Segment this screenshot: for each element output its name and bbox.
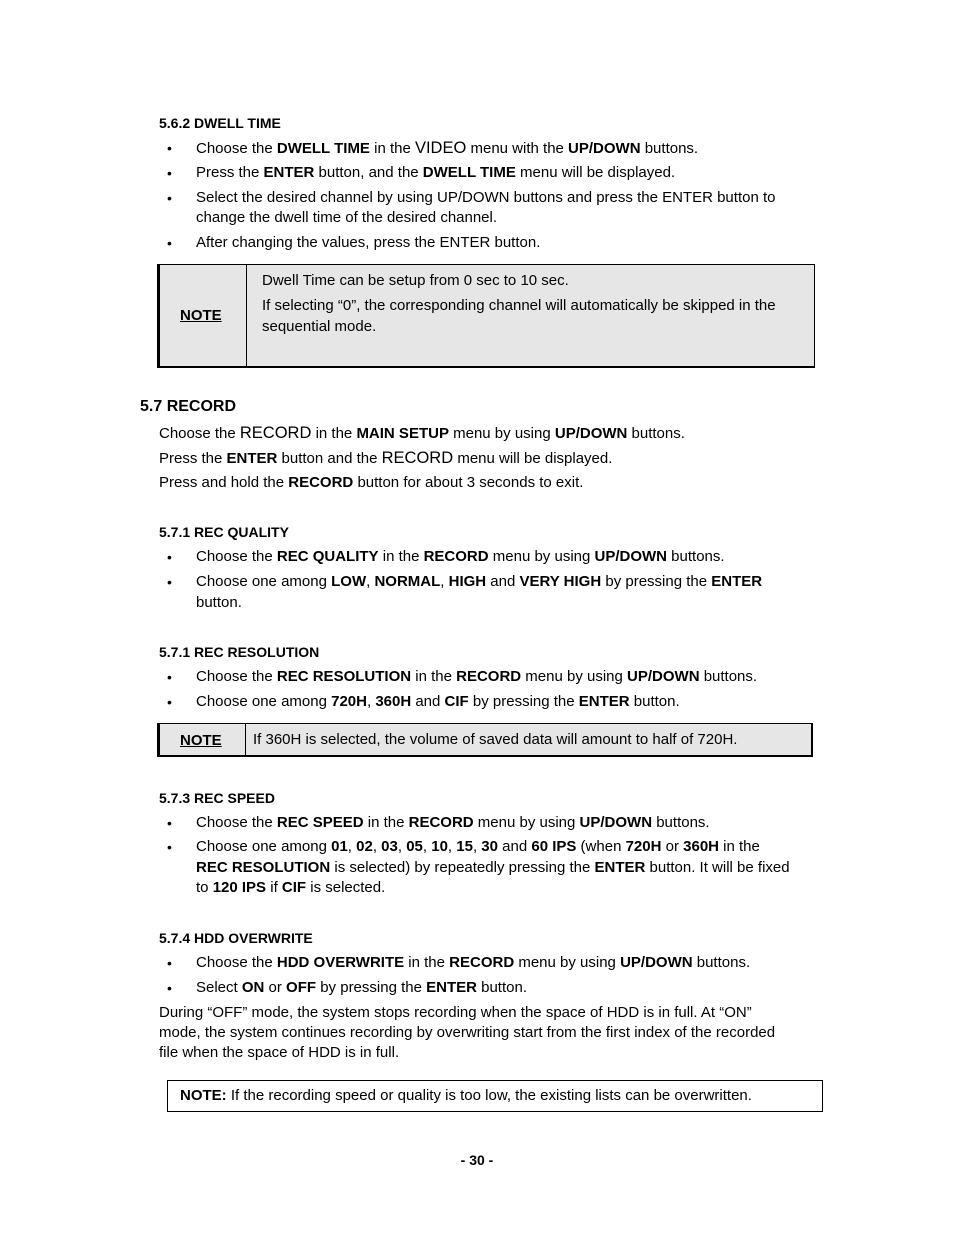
note-divider (245, 724, 246, 755)
bullet-dot: • (167, 574, 172, 590)
speed-bullet-2-line3: to 120 IPS if CIF is selected. (196, 879, 386, 896)
section-heading-rec-quality: 5.7.1 REC QUALITY (159, 524, 289, 540)
hdd-paragraph-line3: file when the space of HDD is in full. (159, 1044, 400, 1061)
hdd-note-box (167, 1080, 823, 1112)
dwell-note-box (157, 264, 815, 368)
section-heading-rec-speed: 5.7.3 REC SPEED (159, 790, 275, 806)
dwell-bullet-3-line1: Select the desired channel by using UP/DOWN buttons and press the ENTER button to (196, 189, 776, 206)
bullet-dot: • (167, 190, 172, 206)
hdd-paragraph-line2: mode, the system continues recording by overwriting start from the first index of the recorded (159, 1024, 776, 1041)
resolution-bullet-2: Choose one among 720H, 360H and CIF by pressing the ENTER button. (196, 693, 680, 710)
section-heading-record: 5.7 RECORD (140, 398, 237, 415)
section-heading-rec-resolution: 5.7.1 REC RESOLUTION (159, 644, 320, 660)
dwell-bullet-1: Choose the DWELL TIME in the VIDEO menu with the UP/DOWN buttons. (196, 139, 699, 157)
note-line-1: Dwell Time can be setup from 0 sec to 10 sec. (262, 272, 569, 289)
bullet-dot: • (167, 980, 172, 996)
bullet-dot: • (167, 955, 172, 971)
dwell-bullet-2: Press the ENTER button, and the DWELL TIME menu will be displayed. (196, 164, 676, 181)
hdd-bullet-1: Choose the HDD OVERWRITE in the RECORD menu by using UP/DOWN buttons. (196, 954, 751, 971)
section-heading-hdd-overwrite: 5.7.4 HDD OVERWRITE (159, 930, 313, 946)
bullet-dot: • (167, 235, 172, 251)
resolution-bullet-1: Choose the REC RESOLUTION in the RECORD menu by using UP/DOWN buttons. (196, 668, 758, 685)
dwell-bullet-4: After changing the values, press the ENTER button. (196, 234, 541, 251)
hdd-note-text: NOTE: If the recording speed or quality is too low, the existing lists can be overwritten. (180, 1087, 752, 1104)
note-divider (246, 265, 247, 366)
note-line-3: sequential mode. (262, 318, 377, 335)
speed-bullet-2-line2: REC RESOLUTION is selected) by repeatedly pressing the ENTER button. It will be fixed (196, 859, 790, 876)
resolution-note-box (157, 723, 813, 757)
speed-bullet-2-line1: Choose one among 01, 02, 03, 05, 10, 15, 30 and 60 IPS (when 720H or 360H in the (196, 838, 760, 855)
quality-bullet-1: Choose the REC QUALITY in the RECORD menu by using UP/DOWN buttons. (196, 548, 725, 565)
bullet-dot: • (167, 165, 172, 181)
note-label: NOTE (180, 307, 222, 324)
bullet-dot: • (167, 694, 172, 710)
bullet-dot: • (167, 815, 172, 831)
bullet-dot: • (167, 549, 172, 565)
quality-bullet-2: Choose one among LOW, NORMAL, HIGH and VERY HIGH by pressing the ENTER (196, 573, 763, 590)
record-paragraph-1: Choose the RECORD in the MAIN SETUP menu by using UP/DOWN buttons. (159, 424, 685, 442)
page-number: - 30 - (460, 1152, 494, 1168)
record-paragraph-2: Press the ENTER button and the RECORD menu will be displayed. (159, 449, 613, 467)
record-paragraph-3: Press and hold the RECORD button for about 3 seconds to exit. (159, 474, 584, 491)
hdd-bullet-2: Select ON or OFF by pressing the ENTER button. (196, 979, 527, 996)
section-heading-dwell-time: 5.6.2 DWELL TIME (159, 115, 281, 131)
note-label: NOTE (180, 732, 222, 749)
speed-bullet-1: Choose the REC SPEED in the RECORD menu by using UP/DOWN buttons. (196, 814, 710, 831)
bullet-dot: • (167, 669, 172, 685)
bullet-dot: • (167, 839, 172, 855)
quality-bullet-2-line2: button. (196, 594, 242, 611)
note-text: If 360H is selected, the volume of saved data will amount to half of 720H. (253, 731, 738, 748)
bullet-dot: • (167, 140, 172, 156)
dwell-bullet-3-line2: change the dwell time of the desired channel. (196, 209, 498, 226)
hdd-paragraph-line1: During “OFF” mode, the system stops recording when the space of HDD is in full. At “ON” (159, 1004, 752, 1021)
note-line-2: If selecting “0”, the corresponding channel will automatically be skipped in the (262, 297, 776, 314)
